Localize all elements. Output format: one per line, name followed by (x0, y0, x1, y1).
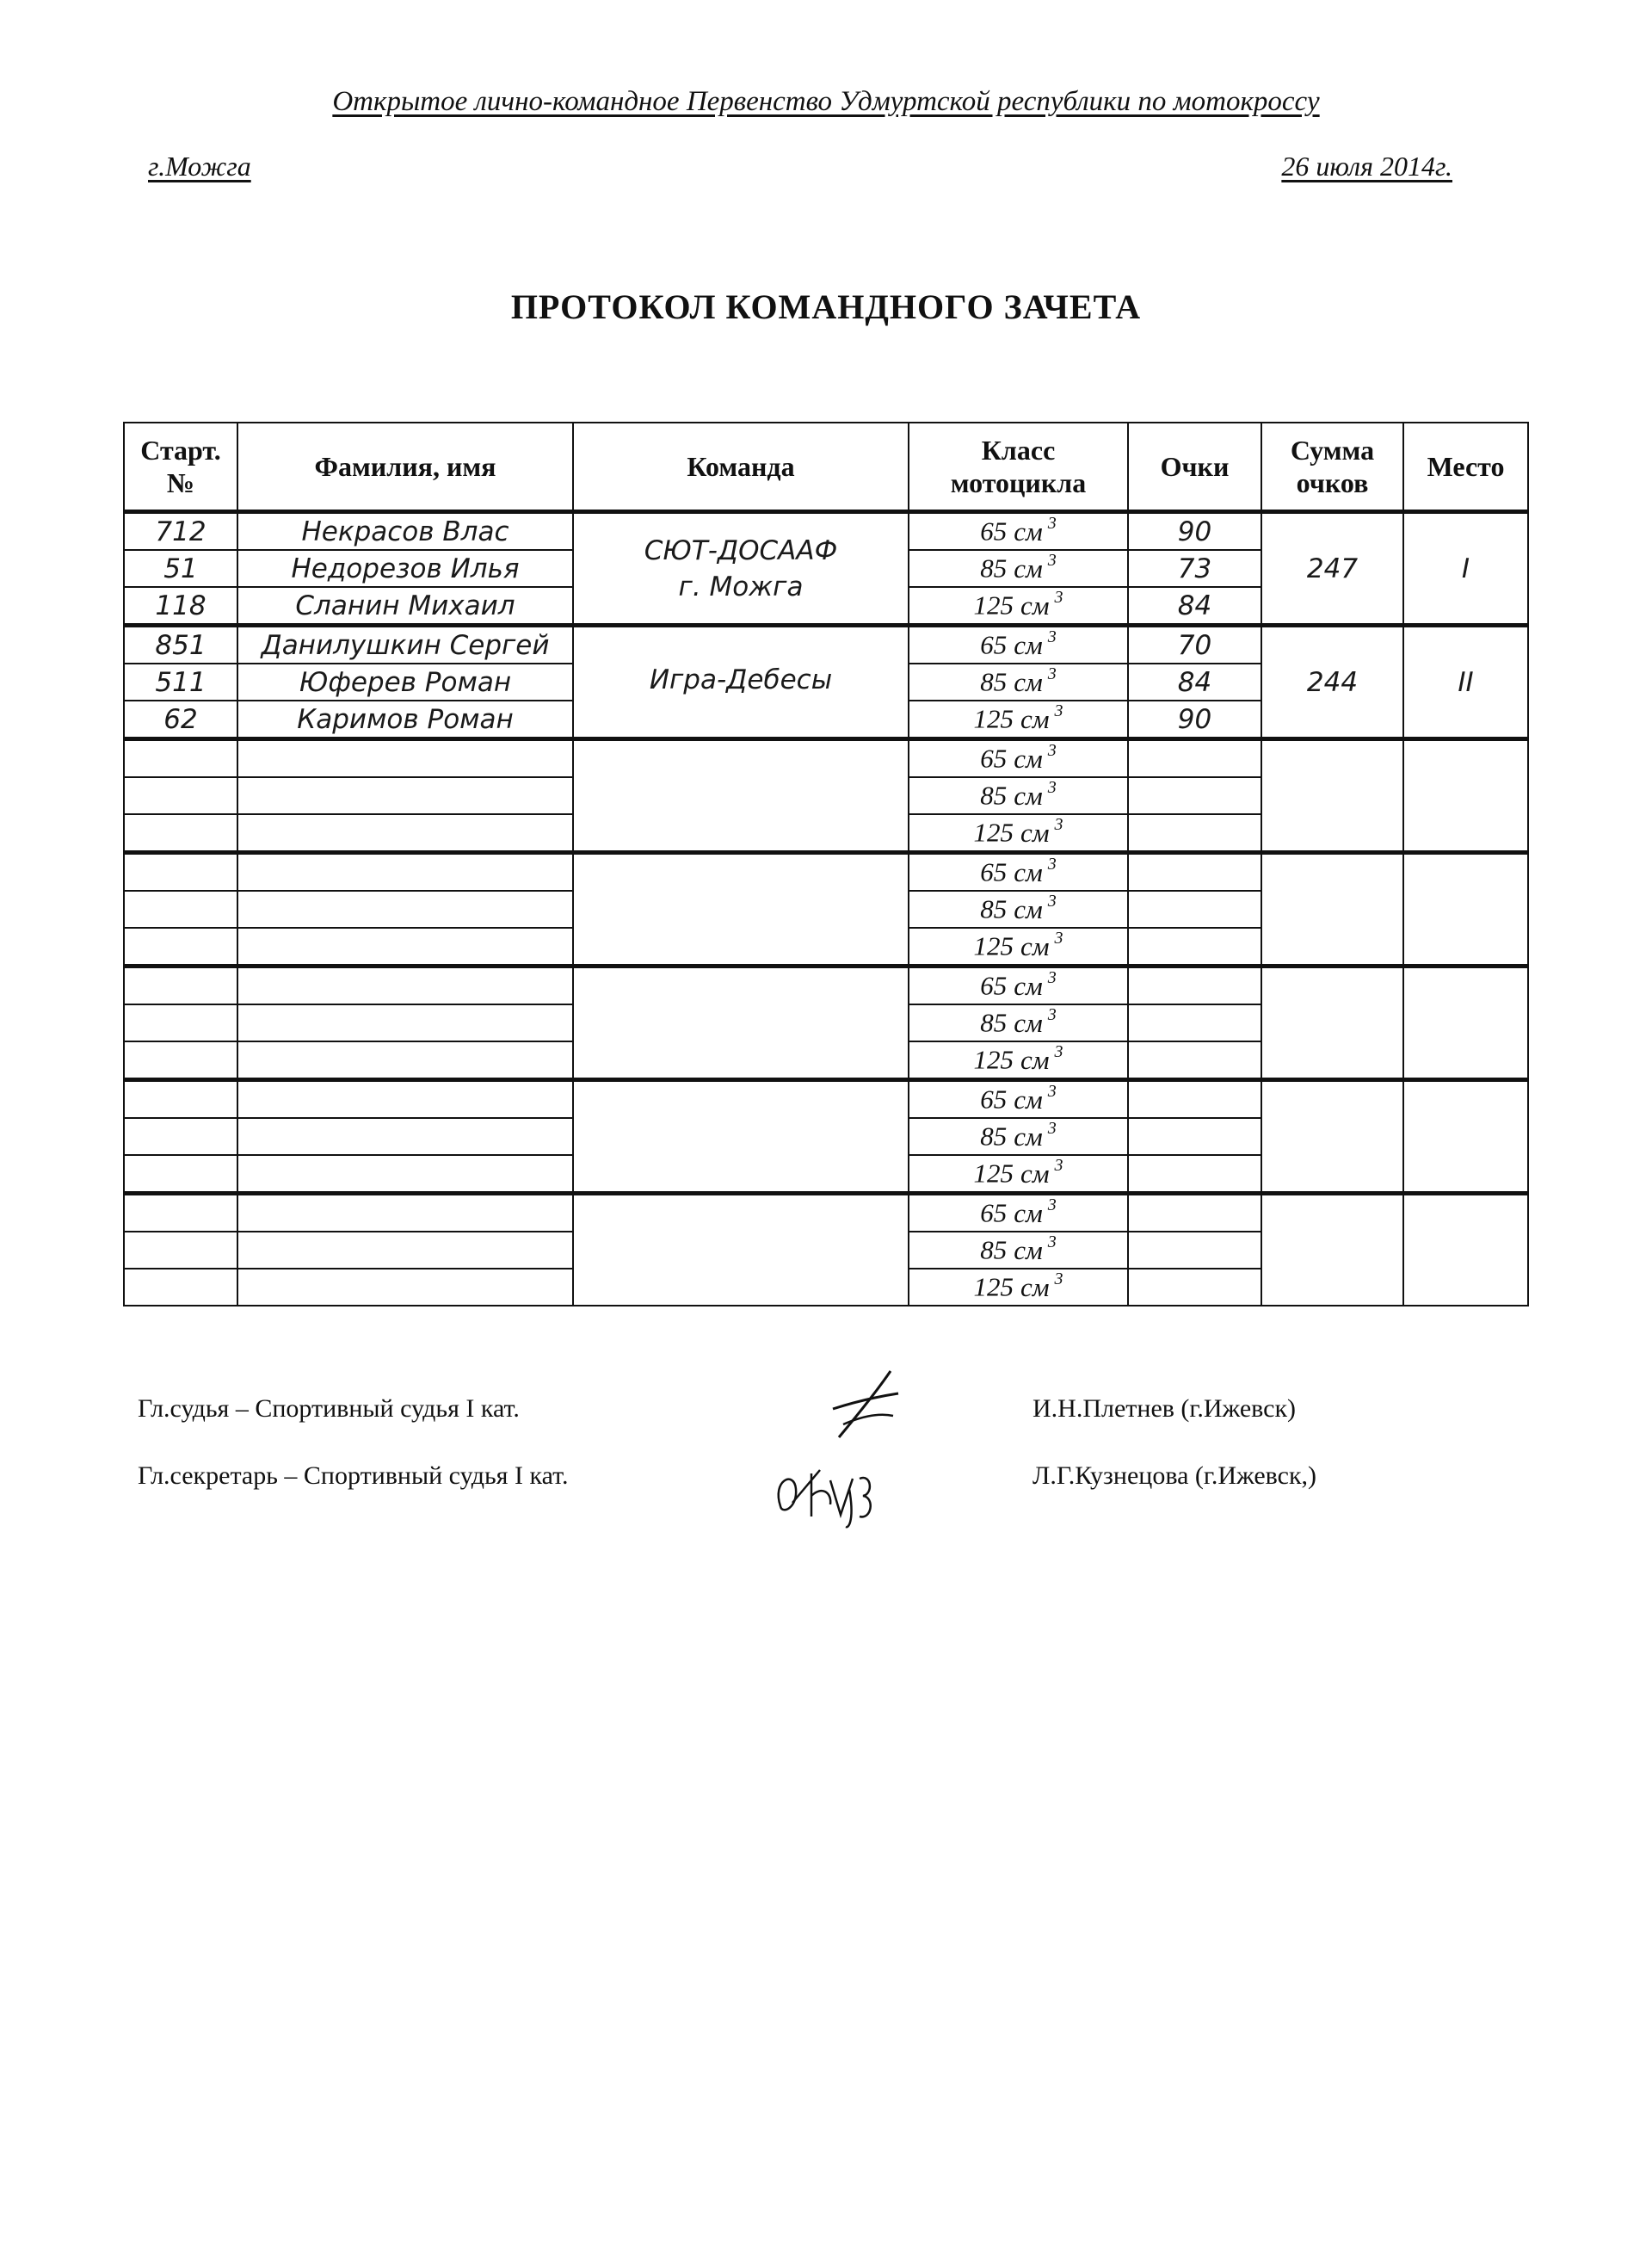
moto-class-cell (909, 550, 1128, 587)
rider-name-cell: Юферев Роман (237, 664, 573, 701)
start-number-cell (124, 853, 237, 892)
table-row (124, 512, 1528, 551)
start-number-cell: 51 (124, 550, 237, 587)
rider-name-cell (237, 1041, 573, 1080)
moto-class-cell (909, 814, 1128, 853)
points-cell (1128, 967, 1261, 1005)
start-number-cell: 118 (124, 587, 237, 626)
moto-class-unit: см (1014, 1084, 1043, 1115)
moto-class-value: 65 (980, 743, 1008, 774)
moto-class-unit: см (1014, 516, 1043, 547)
moto-class-unit: см (1014, 553, 1043, 584)
moto-class-exponent: 3 (1054, 815, 1063, 835)
moto-class-value: 65 (980, 856, 1008, 887)
event-title: Открытое лично-командное Первенство Удмуртской республики по мотокроссу (332, 86, 1320, 117)
team-protocol-table (123, 422, 1529, 1306)
moto-class-exponent: 3 (1054, 588, 1063, 608)
points-cell (1128, 1118, 1261, 1155)
start-number-cell (124, 814, 237, 853)
points-cell (1128, 739, 1261, 778)
points-cell: 84 (1128, 587, 1261, 626)
moto-class-exponent: 3 (1047, 664, 1057, 684)
moto-class-cell (909, 777, 1128, 814)
moto-class-unit: см (1014, 1197, 1043, 1228)
team-cell (573, 626, 909, 739)
rider-name-cell (237, 967, 573, 1005)
moto-class-value: 85 (980, 553, 1008, 584)
moto-class-unit: см (1014, 1007, 1043, 1038)
points-cell (1128, 1269, 1261, 1306)
rider-name-cell: Недорезов Илья (237, 550, 573, 587)
sum-cell (1261, 853, 1403, 967)
table-row (124, 1194, 1528, 1232)
moto-class-cell (909, 664, 1128, 701)
moto-class-unit: см (1014, 1121, 1043, 1152)
moto-class-unit: см (1014, 893, 1043, 924)
moto-class-exponent: 3 (1047, 627, 1057, 647)
moto-class-exponent: 3 (1054, 1269, 1063, 1289)
moto-class-unit: см (1014, 743, 1043, 774)
start-number-cell (124, 1232, 237, 1269)
moto-class-exponent: 3 (1047, 1232, 1057, 1252)
moto-class-cell (909, 626, 1128, 664)
moto-class-unit: см (1020, 1158, 1050, 1189)
moto-class-value: 85 (980, 1234, 1008, 1265)
team-cell (573, 1194, 909, 1306)
col-team: Команда (573, 423, 909, 512)
moto-class-value: 65 (980, 1197, 1008, 1228)
start-number-cell (124, 1155, 237, 1194)
moto-class-exponent: 3 (1047, 778, 1057, 798)
col-moto-class: Класс мотоцикла (909, 423, 1128, 512)
moto-class-cell (909, 739, 1128, 778)
document-title: ПРОТОКОЛ КОМАНДНОГО ЗАЧЕТА (510, 287, 1142, 326)
moto-class-unit: см (1020, 703, 1050, 734)
points-cell: 73 (1128, 550, 1261, 587)
col-sum: Сумма очков (1261, 423, 1403, 512)
moto-class-cell (909, 1080, 1128, 1119)
moto-class-cell (909, 512, 1128, 551)
chief-judge-name: И.Н.Плетнев (г.Ижевск) (1032, 1394, 1297, 1423)
place-cell (1403, 853, 1528, 967)
points-cell (1128, 1041, 1261, 1080)
moto-class-cell (909, 853, 1128, 892)
place-cell: II (1403, 626, 1528, 739)
table-row (124, 739, 1528, 778)
chief-judge-role: Гл.судья – Спортивный судья I кат. (138, 1394, 520, 1423)
start-number-cell (124, 1041, 237, 1080)
moto-class-exponent: 3 (1054, 929, 1063, 948)
moto-class-value: 85 (980, 780, 1008, 811)
col-points: Очки (1128, 423, 1261, 512)
team-cell (573, 967, 909, 1080)
col-name: Фамилия, имя (237, 423, 573, 512)
start-number-cell (124, 1004, 237, 1041)
moto-class-cell (909, 1004, 1128, 1041)
rider-name-cell: Некрасов Влас (237, 512, 573, 551)
event-date: 26 июля 2014г. (1281, 151, 1452, 182)
table-header-row (124, 423, 1528, 512)
start-number-cell (124, 891, 237, 928)
moto-class-unit: см (1014, 780, 1043, 811)
moto-class-exponent: 3 (1054, 1042, 1063, 1062)
points-cell (1128, 891, 1261, 928)
team-group (124, 853, 1528, 967)
rider-name-cell (237, 1232, 573, 1269)
moto-class-value: 65 (980, 1084, 1008, 1115)
moto-class-unit: см (1014, 629, 1043, 660)
start-number-cell (124, 967, 237, 1005)
rider-name-cell: Каримов Роман (237, 701, 573, 739)
start-number-cell (124, 739, 237, 778)
team-cell (573, 1080, 909, 1194)
rider-name-cell (237, 928, 573, 967)
rider-name-cell (237, 1118, 573, 1155)
moto-class-value: 85 (980, 1121, 1008, 1152)
start-number-cell (124, 1194, 237, 1232)
moto-class-exponent: 3 (1047, 1005, 1057, 1025)
moto-class-cell (909, 1155, 1128, 1194)
sum-cell (1261, 967, 1403, 1080)
points-cell (1128, 853, 1261, 892)
team-group (124, 1080, 1528, 1194)
moto-class-value: 85 (980, 1007, 1008, 1038)
rider-name-cell (237, 739, 573, 778)
moto-class-cell (909, 701, 1128, 739)
moto-class-cell (909, 587, 1128, 626)
points-cell (1128, 777, 1261, 814)
points-cell (1128, 928, 1261, 967)
moto-class-cell (909, 1269, 1128, 1306)
place-cell (1403, 739, 1528, 853)
col-place: Место (1403, 423, 1528, 512)
points-cell: 84 (1128, 664, 1261, 701)
rider-name-cell (237, 814, 573, 853)
start-number-cell (124, 928, 237, 967)
moto-class-cell (909, 1232, 1128, 1269)
place-cell (1403, 1194, 1528, 1306)
moto-class-value: 125 (973, 930, 1014, 961)
place-cell (1403, 1080, 1528, 1194)
moto-class-unit: см (1014, 970, 1043, 1001)
place-cell (1403, 967, 1528, 1080)
moto-class-exponent: 3 (1054, 701, 1063, 721)
moto-class-unit: см (1020, 590, 1050, 621)
moto-class-value: 65 (980, 970, 1008, 1001)
moto-class-value: 125 (973, 1271, 1014, 1302)
sum-cell: 244 (1261, 626, 1403, 739)
team-name-line1: Игра-Дебесы (649, 664, 833, 695)
points-cell (1128, 1004, 1261, 1041)
moto-class-unit: см (1014, 1234, 1043, 1265)
start-number-cell: 62 (124, 701, 237, 739)
chief-secretary-name: Л.Г.Кузнецова (г.Ижевск,) (1032, 1461, 1317, 1490)
chief-secretary-role: Гл.секретарь – Спортивный судья I кат. (138, 1461, 569, 1490)
points-cell (1128, 1155, 1261, 1194)
moto-class-value: 85 (980, 666, 1008, 697)
table-row (124, 1080, 1528, 1119)
moto-class-cell (909, 928, 1128, 967)
chief-secretary-signature (770, 1455, 899, 1532)
sum-cell: 247 (1261, 512, 1403, 626)
moto-class-exponent: 3 (1047, 551, 1057, 571)
moto-class-unit: см (1020, 930, 1050, 961)
moto-class-exponent: 3 (1047, 855, 1057, 874)
moto-class-value: 125 (973, 1044, 1014, 1075)
start-number-cell (124, 777, 237, 814)
team-cell (573, 739, 909, 853)
moto-class-exponent: 3 (1047, 741, 1057, 761)
col-start-no: Старт. № (124, 423, 237, 512)
start-number-cell (124, 1118, 237, 1155)
points-cell (1128, 1080, 1261, 1119)
moto-class-unit: см (1014, 666, 1043, 697)
rider-name-cell (237, 853, 573, 892)
moto-class-value: 125 (973, 703, 1014, 734)
team-group (124, 739, 1528, 853)
event-city: г.Можга (148, 151, 251, 182)
start-number-cell: 712 (124, 512, 237, 551)
moto-class-cell (909, 1194, 1128, 1232)
start-number-cell: 851 (124, 626, 237, 664)
moto-class-value: 125 (973, 590, 1014, 621)
points-cell (1128, 814, 1261, 853)
moto-class-exponent: 3 (1047, 1119, 1057, 1139)
rider-name-cell: Данилушкин Сергей (237, 626, 573, 664)
team-name-line1: СЮТ-ДОСААФ (644, 534, 838, 566)
moto-class-cell (909, 1118, 1128, 1155)
moto-class-value: 125 (973, 817, 1014, 848)
moto-class-value: 65 (980, 516, 1008, 547)
sum-cell (1261, 1080, 1403, 1194)
table-row (124, 853, 1528, 892)
team-group (124, 512, 1528, 626)
rider-name-cell (237, 1155, 573, 1194)
place-cell: I (1403, 512, 1528, 626)
sum-cell (1261, 1194, 1403, 1306)
team-group (124, 967, 1528, 1080)
moto-class-unit: см (1020, 1044, 1050, 1075)
moto-class-exponent: 3 (1054, 1156, 1063, 1176)
moto-class-exponent: 3 (1047, 1195, 1057, 1215)
moto-class-value: 85 (980, 893, 1008, 924)
start-number-cell: 511 (124, 664, 237, 701)
rider-name-cell (237, 1080, 573, 1119)
moto-class-value: 65 (980, 629, 1008, 660)
table-row (124, 626, 1528, 664)
moto-class-exponent: 3 (1047, 968, 1057, 988)
table-row (124, 967, 1528, 1005)
chief-judge-signature (809, 1364, 921, 1442)
moto-class-unit: см (1014, 856, 1043, 887)
start-number-cell (124, 1269, 237, 1306)
rider-name-cell (237, 777, 573, 814)
team-cell (573, 512, 909, 626)
rider-name-cell (237, 1269, 573, 1306)
rider-name-cell: Сланин Михаил (237, 587, 573, 626)
points-cell: 90 (1128, 512, 1261, 551)
moto-class-cell (909, 1041, 1128, 1080)
points-cell (1128, 1194, 1261, 1232)
rider-name-cell (237, 891, 573, 928)
sum-cell (1261, 739, 1403, 853)
moto-class-cell (909, 891, 1128, 928)
team-group (124, 1194, 1528, 1306)
moto-class-unit: см (1020, 817, 1050, 848)
points-cell (1128, 1232, 1261, 1269)
rider-name-cell (237, 1004, 573, 1041)
moto-class-exponent: 3 (1047, 514, 1057, 534)
moto-class-exponent: 3 (1047, 1082, 1057, 1102)
moto-class-value: 125 (973, 1158, 1014, 1189)
moto-class-unit: см (1020, 1271, 1050, 1302)
team-cell (573, 853, 909, 967)
start-number-cell (124, 1080, 237, 1119)
moto-class-exponent: 3 (1047, 892, 1057, 911)
moto-class-cell (909, 967, 1128, 1005)
points-cell: 70 (1128, 626, 1261, 664)
team-name-line2: г. Можга (678, 571, 804, 602)
points-cell: 90 (1128, 701, 1261, 739)
team-group (124, 626, 1528, 739)
rider-name-cell (237, 1194, 573, 1232)
